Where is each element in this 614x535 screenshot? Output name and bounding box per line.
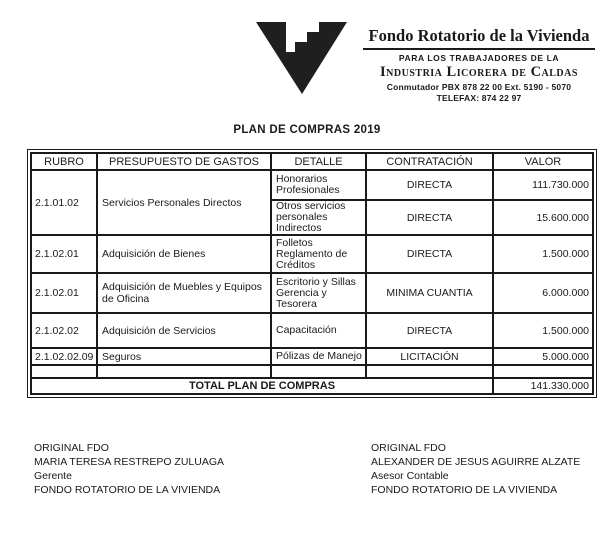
valor-cell: 5.000.000 xyxy=(493,348,593,365)
org-name: Fondo Rotatorio de la Vivienda xyxy=(363,26,596,50)
valor-cell: 1.500.000 xyxy=(493,313,593,348)
column-header-rubro: RUBRO xyxy=(31,153,97,170)
rubro-cell: 2.1.02.02.09 xyxy=(31,348,97,365)
org-tagline: PARA LOS TRABAJADORES DE LA xyxy=(398,53,560,63)
signature-role: Asesor Contable xyxy=(371,470,449,482)
column-header-contratacion: CONTRATACIÓN xyxy=(366,153,493,170)
presupuesto-cell: Servicios Personales Directos xyxy=(97,170,271,235)
rubro-cell: 2.1.02.01 xyxy=(31,235,97,273)
column-header-valor: VALOR xyxy=(493,153,593,170)
letterhead-text xyxy=(356,26,602,103)
table-row xyxy=(31,170,593,200)
valor-cell: 1.500.000 xyxy=(493,235,593,273)
table-row xyxy=(31,235,593,273)
contratacion-cell: DIRECTA xyxy=(366,235,493,273)
signature-block-left xyxy=(34,441,224,497)
presupuesto-cell: Seguros xyxy=(97,348,271,365)
company-name: Industria Licorera de Caldas xyxy=(380,64,578,80)
phone-line: Conmutador PBX 878 22 00 Ext. 5190 - 5070 xyxy=(386,82,572,92)
detalle-cell: Folletos Reglamento de Créditos xyxy=(271,235,366,273)
rubro-cell: 2.1.02.02 xyxy=(31,313,97,348)
plan-de-compras-table xyxy=(30,152,594,395)
signature-name: MARIA TERESA RESTREPO ZULUAGA xyxy=(34,456,225,468)
total-row xyxy=(31,378,593,394)
table-header-row xyxy=(31,153,593,170)
rubro-cell: 2.1.02.01 xyxy=(31,273,97,313)
contratacion-cell: MINIMA CUANTIA xyxy=(366,273,493,313)
detalle-cell: Honorarios Profesionales xyxy=(271,170,366,200)
detalle-cell: Pólizas de Manejo xyxy=(271,348,366,365)
table-row xyxy=(31,348,593,365)
detalle-cell: Otros servicios personales Indirectos xyxy=(271,200,366,235)
contratacion-cell: DIRECTA xyxy=(366,170,493,200)
signature-name: ALEXANDER DE JESUS AGUIRRE ALZATE xyxy=(371,456,581,468)
presupuesto-cell: Adquisición de Muebles y Equipos de Oficina xyxy=(97,273,271,313)
rubro-cell: 2.1.01.02 xyxy=(31,170,97,235)
empty-cell xyxy=(271,365,366,378)
signature-org: FONDO ROTATORIO DE LA VIVIENDA xyxy=(371,484,558,496)
total-value: 141.330.000 xyxy=(493,378,593,394)
empty-cell xyxy=(97,365,271,378)
detalle-cell: Capacitación xyxy=(271,313,366,348)
presupuesto-cell: Adquisición de Bienes xyxy=(97,235,271,273)
empty-cell xyxy=(493,365,593,378)
contratacion-cell: DIRECTA xyxy=(366,200,493,235)
signature-org: FONDO ROTATORIO DE LA VIVIENDA xyxy=(34,484,221,496)
presupuesto-cell: Adquisición de Servicios xyxy=(97,313,271,348)
valor-cell: 15.600.000 xyxy=(493,200,593,235)
empty-cell xyxy=(31,365,97,378)
table-row xyxy=(31,273,593,313)
column-header-presupuesto: PRESUPUESTO DE GASTOS xyxy=(97,153,271,170)
contratacion-cell: LICITACIÓN xyxy=(366,348,493,365)
signature-block-right xyxy=(371,441,580,497)
signature-original-fdo: ORIGINAL FDO xyxy=(34,442,109,454)
signature-original-fdo: ORIGINAL FDO xyxy=(371,442,446,454)
contratacion-cell: DIRECTA xyxy=(366,313,493,348)
letterhead xyxy=(0,0,614,110)
table-row xyxy=(31,313,593,348)
logo-v-steps-shape xyxy=(256,22,347,94)
telefax-line: TELEFAX: 874 22 97 xyxy=(436,93,522,103)
detalle-cell: Escritorio y Sillas Gerencia y Tesorera xyxy=(271,273,366,313)
total-label: TOTAL PLAN DE COMPRAS xyxy=(31,378,493,394)
fondo-rotatorio-logo-icon xyxy=(253,18,350,98)
empty-row xyxy=(31,365,593,378)
document-title: PLAN DE COMPRAS 2019 xyxy=(233,124,381,136)
signature-role: Gerente xyxy=(34,470,72,482)
column-header-detalle: DETALLE xyxy=(271,153,366,170)
valor-cell: 6.000.000 xyxy=(493,273,593,313)
valor-cell: 111.730.000 xyxy=(493,170,593,200)
empty-cell xyxy=(366,365,493,378)
